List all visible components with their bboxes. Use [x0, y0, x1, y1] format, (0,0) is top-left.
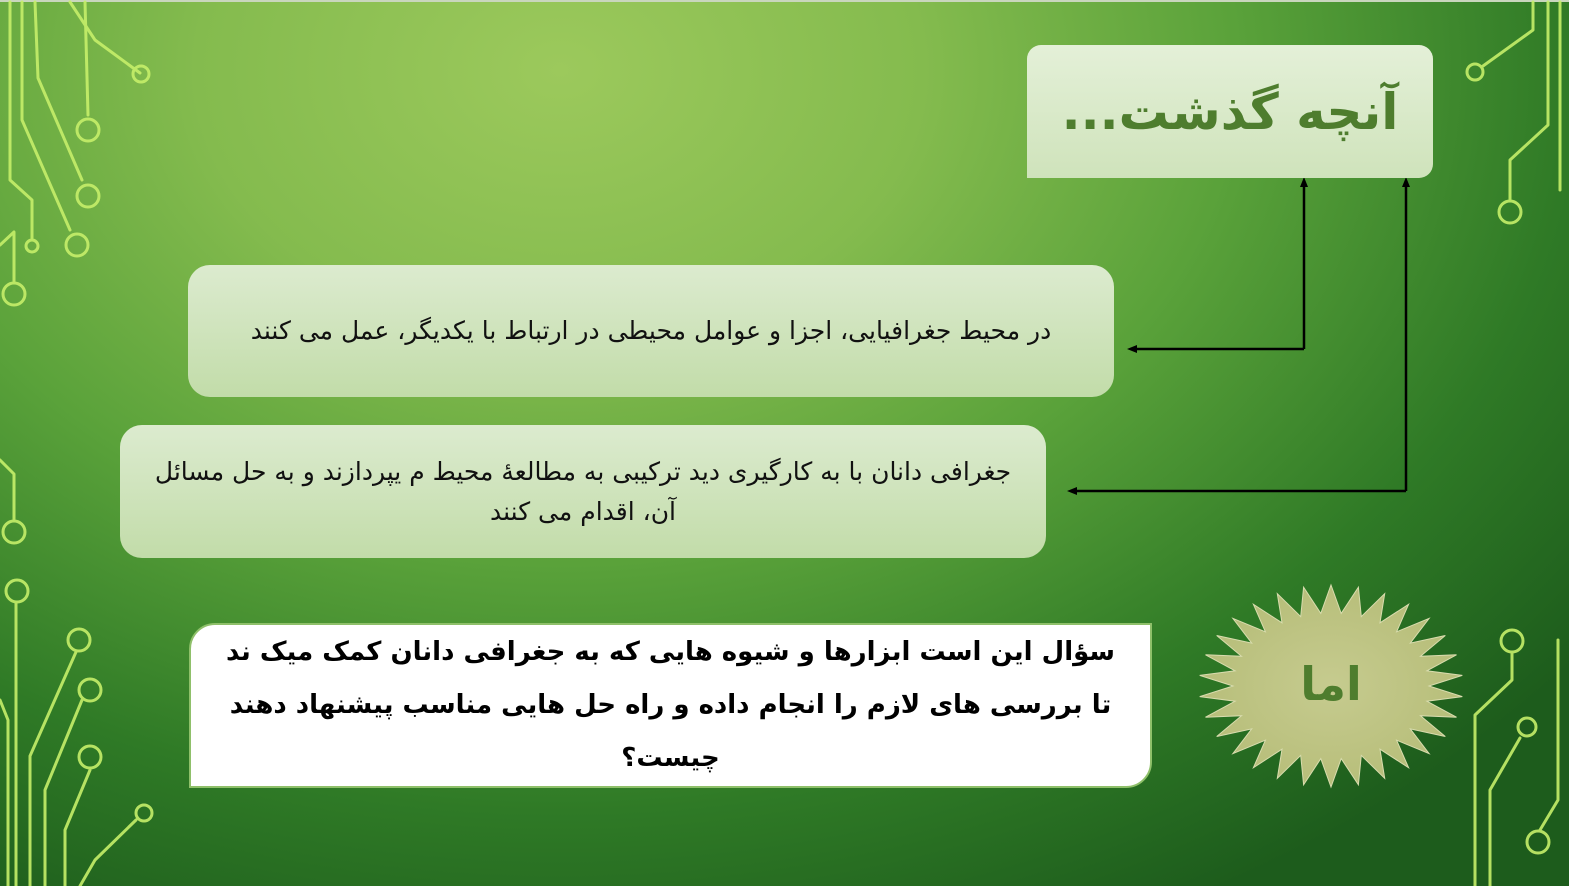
question-box: [189, 623, 1152, 788]
fact-text-1: در محیط جغرافیایی، اجزا و عوامل محیطی در ارتباط با یکدیگر، عمل می کنند: [250, 316, 1052, 345]
slide-title: آنچه گذشت...: [1061, 82, 1399, 141]
question-text: سؤال این است ابزارها و شیوه هایی که به جغرافی دانان کمک میک ند تا بررسی های لازم را انجام داده و راه حل هایی مناسب پیشنهاد دهند چیست؟: [226, 637, 1115, 773]
badge-label: اما: [1300, 657, 1362, 711]
fact-text-2: جغرافی دانان با به کارگیری دید ترکیبی به مطالعۀ محیط م یپردازند و به حل مسائل آن، اقدام می کنند: [154, 456, 1012, 526]
